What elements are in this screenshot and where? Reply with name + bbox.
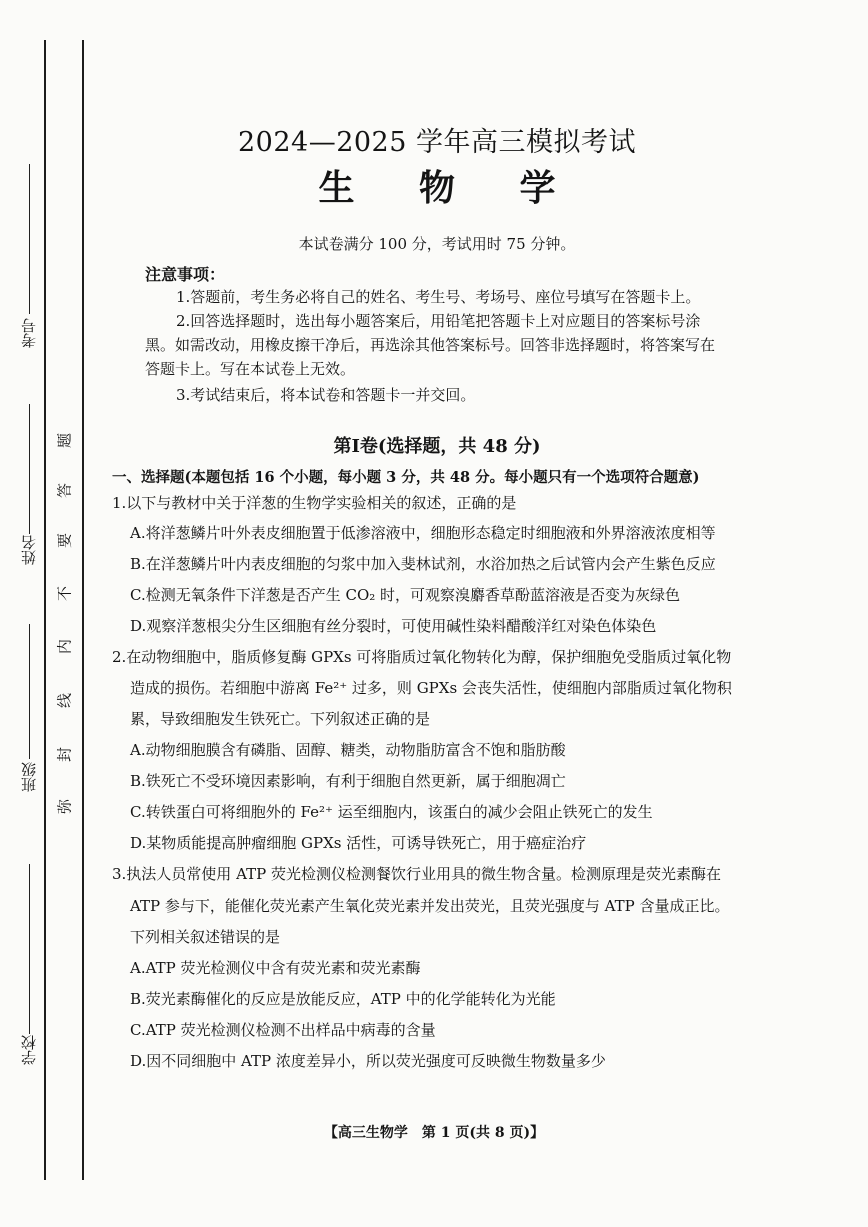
option-b: B.荧光素酶催化的反应是放能反应，ATP 中的化学能转化为光能 — [130, 990, 556, 1008]
school-label: 学校 — [20, 1035, 38, 1065]
option-d: D.某物质能提高肿瘤细胞 GPXs 活性，可诱导铁死亡，用于癌症治疗 — [130, 834, 587, 852]
name-label: 姓名 — [20, 535, 38, 565]
notice-line: 3.考试结束后，将本试卷和答题卡一并交回。 — [176, 386, 476, 404]
question-stem: ATP 参与下，能催化荧光素产生氧化荧光素并发出荧光，且荧光强度与 ATP 含量成正比。 — [130, 897, 730, 915]
seal-char: 线 — [55, 693, 74, 709]
question-stem: 3.执法人员常使用 ATP 荧光检测仪检测餐饮行业用具的微生物含量。检测原理是荧光素酶在 — [112, 865, 721, 883]
option-d: D.观察洋葱根尖分生区细胞有丝分裂时，可使用碱性染料醋酸洋红对染色体染色 — [130, 617, 657, 635]
exam-number-field — [18, 318, 40, 348]
seal-char: 答 — [55, 483, 74, 499]
exam-title: 2024—2025 学年高三模拟考试 — [237, 127, 636, 158]
notice-line: 2.回答选择题时，选出每小题答案后，用铅笔把答题卡上对应题目的答案标号涂 — [176, 312, 701, 330]
seal-char: 弥 — [55, 799, 74, 815]
notice-line: 1.答题前，考生务必将自己的姓名、考生号、考场号、座位号填写在答题卡上。 — [176, 288, 701, 306]
class-label: 班级 — [20, 762, 38, 792]
seal-char: 不 — [55, 586, 74, 602]
option-b: B.在洋葱鳞片叶内表皮细胞的匀浆中加入斐林试剂，水浴加热之后试管内会产生紫色反应 — [130, 555, 716, 573]
seal-char: 内 — [55, 639, 74, 655]
option-c: C.转铁蛋白可将细胞外的 Fe²⁺ 运至细胞内，该蛋白的减少会阻止铁死亡的发生 — [130, 803, 653, 821]
seal-char: 题 — [55, 433, 74, 449]
section-title: 第Ⅰ卷(选择题，共 48 分) — [333, 436, 541, 457]
option-a: A.动物细胞膜含有磷脂、固醇、糖类，动物脂肪富含不饱和脂肪酸 — [130, 741, 566, 759]
school-blank[interactable] — [18, 860, 40, 1034]
subject-title: 生 物 学 — [318, 167, 582, 209]
option-d: D.因不同细胞中 ATP 浓度差异小，所以荧光强度可反映微生物数量多少 — [130, 1052, 606, 1070]
question-stem: 累，导致细胞发生铁死亡。下列叙述正确的是 — [130, 710, 431, 728]
section-instruction: 一、选择题(本题包括 16 个小题，每小题 3 分，共 48 分。每小题只有一个选项符合题意) — [112, 469, 700, 486]
option-c: C.ATP 荧光检测仪检测不出样品中病毒的含量 — [130, 1021, 436, 1039]
option-a: A.将洋葱鳞片叶外表皮细胞置于低渗溶液中，细胞形态稳定时细胞液和外界溶液浓度相等 — [130, 524, 716, 542]
seal-char: 要 — [55, 533, 74, 549]
binding-line-outer — [44, 40, 46, 1180]
question-stem: 下列相关叙述错误的是 — [130, 928, 281, 946]
question-stem: 1.以下与教材中关于洋葱的生物学实验相关的叙述，正确的是 — [112, 494, 517, 512]
exam-number-label: 考号 — [20, 318, 38, 348]
class-field — [18, 762, 40, 792]
class-blank[interactable] — [18, 620, 40, 759]
question-stem: 造成的损伤。若细胞中游离 Fe²⁺ 过多，则 GPXs 会丧失活性，使细胞内部脂质过氧化物积 — [130, 679, 732, 697]
notice-line: 黑。如需改动，用橡皮擦干净后，再选涂其他答案标号。回答非选择题时，将答案写在 — [145, 336, 716, 354]
school-field — [18, 1035, 40, 1065]
option-c: C.检测无氧条件下洋葱是否产生 CO₂ 时，可观察溴麝香草酚蓝溶液是否变为灰绿色 — [130, 586, 681, 604]
name-field — [18, 535, 40, 565]
page-footer: 【高三生物学 第 1 页(共 8 页)】 — [323, 1125, 545, 1141]
question-stem: 2.在动物细胞中，脂质修复酶 GPXs 可将脂质过氧化物转化为醇，保护细胞免受脂质过氧化物 — [112, 648, 732, 666]
binding-line-inner — [82, 40, 84, 1180]
notice-line: 答题卡上。写在本试卷上无效。 — [145, 360, 356, 378]
notice-heading: 注意事项： — [145, 265, 226, 284]
exam-info: 本试卷满分 100 分，考试用时 75 分钟。 — [298, 235, 576, 253]
name-blank[interactable] — [18, 400, 40, 534]
option-a: A.ATP 荧光检测仪中含有荧光素和荧光素酶 — [130, 959, 421, 977]
option-b: B.铁死亡不受环境因素影响，有利于细胞自然更新，属于细胞凋亡 — [130, 772, 566, 790]
exam-number-blank[interactable] — [18, 160, 40, 314]
seal-char: 封 — [55, 747, 74, 763]
